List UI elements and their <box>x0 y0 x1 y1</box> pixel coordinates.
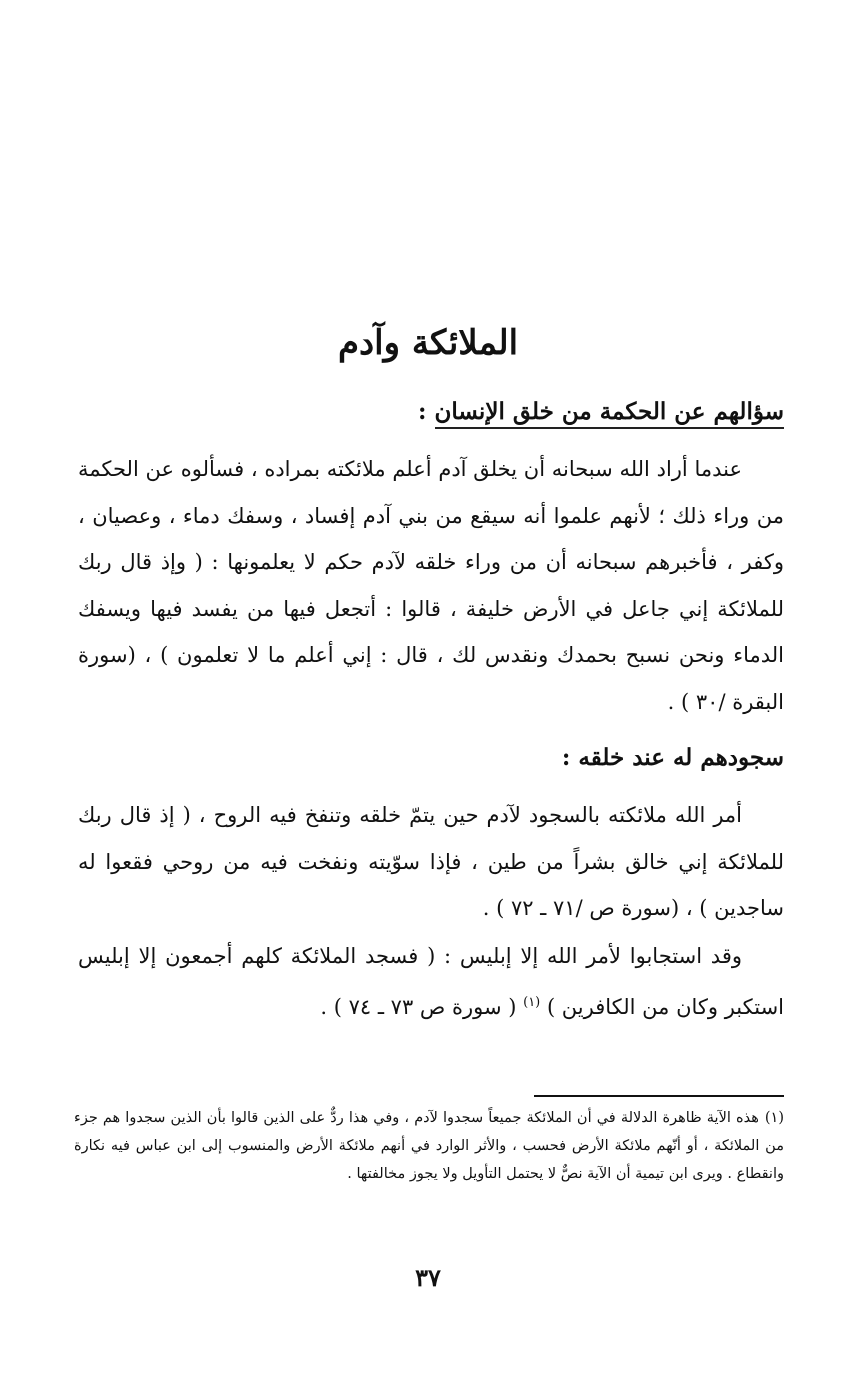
chapter-title: الملائكة وآدم <box>337 323 519 363</box>
section-heading-prostration: سجودهم له عند خلقه : <box>561 744 784 771</box>
paragraph-prostration-command <box>78 792 784 932</box>
paragraph-prostration-response-main: وقد استجابوا لأمر الله إلا إبليس : ( فسجد الملائكة كلهم أجمعون إلا إبليس استكبر وكان من الكافرين ) <box>78 944 784 1019</box>
footnote-marker: (١) <box>764 1110 784 1126</box>
paragraph-prostration-response-citation: ( سورة ص ٧٣ ـ ٧٤ ) . <box>320 994 524 1019</box>
section-heading-wisdom <box>418 392 784 432</box>
section-heading-wisdom-colon: : <box>418 398 435 425</box>
footnote-reference[interactable]: (١) <box>523 994 541 1010</box>
footnote-divider <box>534 1095 784 1097</box>
footnote-text: هذه الآية ظاهرة الدلالة في أن الملائكة جميعاً سجدوا لآدم ، وفي هذا ردٌّ على الذين قالوا بأن الذين سجدوا هم جزء من الملائكة ، أو أنّهم ملائكة الأرض فحسب ، والأثر الوارد في أنهم ملائكة الأرض والمنسوب إلى ابن عباس فيه نكارة وانقطاع . ويرى ابن تيمية أن الآية نصٌّ لا يحتمل التأويل ولا يجوز مخالفتها . <box>74 1110 784 1182</box>
page-number: ٣٧ <box>415 1263 441 1292</box>
section-heading-wisdom-text: سؤالهم عن الحكمة من خلق الإنسان <box>435 398 784 429</box>
paragraph-wisdom-text: عندما أراد الله سبحانه أن يخلق آدم أعلم ملائكته بمراده ، فسألوه عن الحكمة من وراء ذلك ؛ لأنهم علموا أنه سيقع من بني آدم إفساد ، وسفك دماء ، وعصيان ، وكفر ، فأخبرهم سبحانه أن من وراء خلقه لآدم حكم لا يعلمونها : ( وإذ قال ربك للملائكة إني جاعل في الأرض خليفة ، قالوا : أتجعل فيها من يفسد فيها ويسفك الدماء ونحن نسبح بحمدك ونقدس لك ، قال : إني أعلم ما لا تعلمون ) ، (سورة البقرة /٣٠ ) . <box>78 457 784 714</box>
paragraph-prostration-response-text <box>78 933 784 1030</box>
paragraph-wisdom <box>78 446 784 725</box>
paragraph-prostration-command-text: أمر الله ملائكته بالسجود لآدم حين يتمّ خلقه وتنفخ فيه الروح ، ( إذ قال ربك للملائكة إني خالق بشراً من طين ، فإذا سوّيته ونفخت فيه من روحي فقعوا له ساجدين ) ، (سورة ص /٧١ ـ ٧٢ ) . <box>78 803 784 920</box>
paragraph-prostration-response <box>78 933 784 1030</box>
footnote <box>74 1104 784 1188</box>
